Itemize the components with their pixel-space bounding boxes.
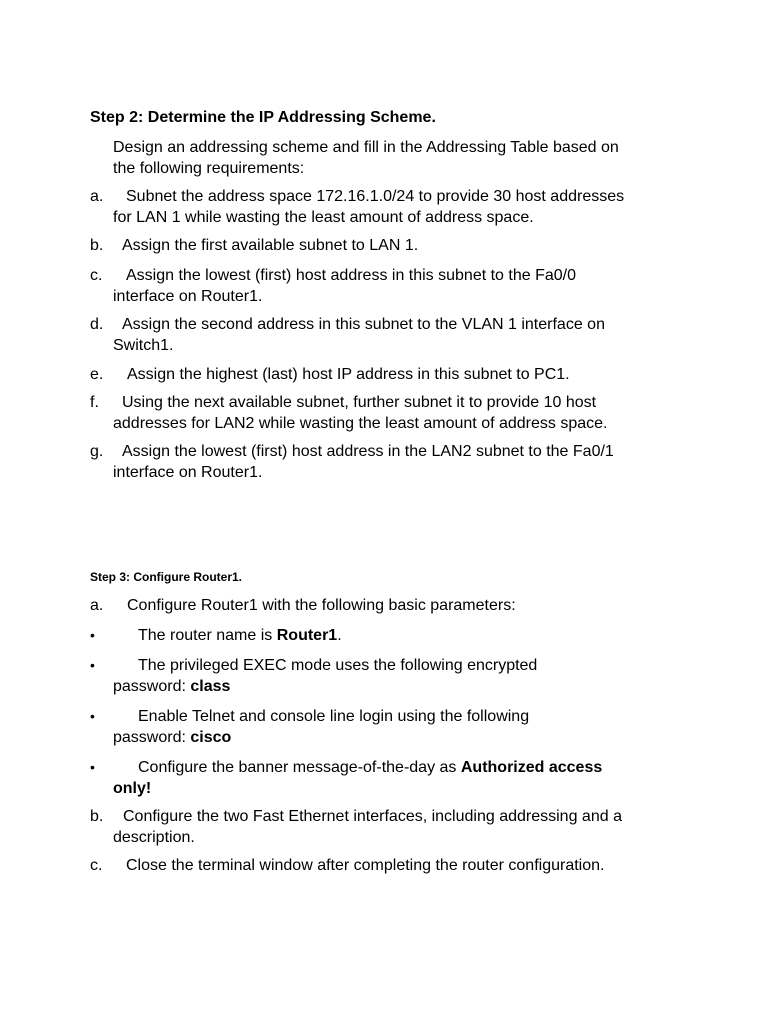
list-item-line2: addresses for LAN2 while wasting the least amount of address space.: [113, 415, 608, 432]
step3-item-b: [90, 806, 710, 848]
list-item-line2: interface on Router1.: [113, 288, 263, 305]
step3-bullet-1: [90, 625, 710, 646]
list-item-line1: Assign the lowest (first) host address in this subnet to the Fa0/0: [126, 267, 576, 284]
step2-intro-line1: Design an addressing scheme and fill in the Addressing Table based on: [113, 139, 619, 156]
bullet-line1: [90, 757, 710, 778]
step3-item-a: [90, 595, 710, 616]
list-item-line2: description.: [113, 829, 195, 846]
bullet-line2: [90, 676, 710, 697]
step2-item-b: [90, 235, 710, 256]
list-marker: g.: [90, 443, 104, 460]
list-marker: d.: [90, 316, 104, 333]
bullet-line2: [90, 778, 710, 799]
list-item-line1: Configure Router1 with the following basic parameters:: [127, 597, 516, 614]
step2-intro: [113, 137, 713, 179]
bullet-marker: •: [90, 708, 95, 724]
bullet-line1: Enable Telnet and console line login using the following: [138, 708, 530, 725]
step3-bullet-3: [90, 706, 710, 748]
step3-bullet-4: [90, 757, 710, 799]
bullet-text: password:: [113, 678, 191, 695]
bullet-marker: •: [90, 627, 95, 643]
bullet-line2: [90, 727, 710, 748]
list-item-line1: Subnet the address space 172.16.1.0/24 to provide 30 host addresses: [126, 188, 625, 205]
step2-item-f: [90, 392, 710, 434]
bullet-bold-text: cisco: [190, 729, 232, 746]
bullet-text: Configure the banner message-of-the-day as: [138, 759, 461, 776]
list-item-line2: for LAN 1 while wasting the least amount of address space.: [113, 209, 534, 226]
step2-item-e: [90, 364, 710, 385]
list-item-line1: Assign the lowest (first) host address in the LAN2 subnet to the Fa0/1: [122, 443, 614, 460]
bullet-bold-text: Authorized access: [460, 759, 603, 776]
bullet-line1: The privileged EXEC mode uses the following encrypted: [138, 657, 538, 674]
bullet-line1: [90, 625, 710, 646]
step2-item-c: [90, 265, 710, 307]
list-item-line1: Assign the highest (last) host IP address in this subnet to PC1.: [127, 366, 570, 383]
bullet-marker: •: [90, 759, 95, 775]
bullet-bold-text: class: [190, 678, 231, 695]
step2-item-a: [90, 186, 710, 228]
list-marker: b.: [90, 808, 104, 825]
list-item-line1: Using the next available subnet, further subnet it to provide 10 host: [122, 394, 597, 411]
list-marker: b.: [90, 237, 104, 254]
step2-heading: Step 2: Determine the IP Addressing Scheme.: [90, 109, 436, 126]
bullet-marker: •: [90, 657, 95, 673]
step3-bullet-2: [90, 655, 710, 697]
bullet-bold-text: only!: [113, 780, 152, 797]
list-marker: c.: [90, 857, 103, 874]
bullet-text-end: .: [337, 627, 342, 644]
step2-intro-line2: the following requirements:: [113, 160, 305, 177]
list-marker: a.: [90, 188, 104, 205]
list-item-line2: interface on Router1.: [113, 464, 263, 481]
list-marker: f.: [90, 394, 99, 411]
list-marker: a.: [90, 597, 104, 614]
list-item-line1: Close the terminal window after completing the router configuration.: [126, 857, 605, 874]
list-item-line1: Assign the second address in this subnet to the VLAN 1 interface on: [122, 316, 605, 333]
step2-item-g: [90, 441, 710, 483]
list-item-line2: Switch1.: [113, 337, 174, 354]
bullet-text: password:: [113, 729, 191, 746]
list-marker: c.: [90, 267, 103, 284]
bullet-bold-text: Router1: [276, 627, 338, 644]
list-marker: e.: [90, 366, 104, 383]
step3-item-c: [90, 855, 710, 876]
bullet-text: The router name is: [138, 627, 277, 644]
list-item-line1: Assign the first available subnet to LAN 1.: [122, 237, 419, 254]
step3-heading: Step 3: Configure Router1.: [90, 570, 243, 584]
step2-item-d: [90, 314, 710, 356]
list-item-line1: Configure the two Fast Ethernet interfaces, including addressing and a: [123, 808, 622, 825]
